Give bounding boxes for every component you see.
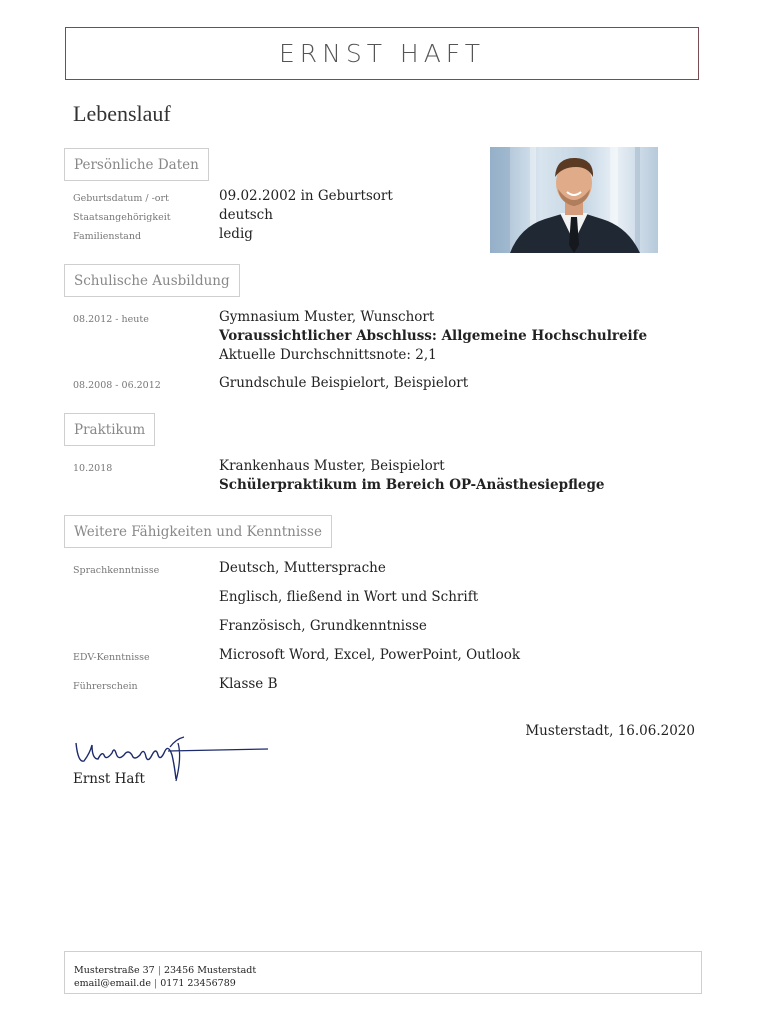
name-header xyxy=(65,27,699,80)
school-1-grade: Aktuelle Durchschnittsnote: 2,1 xyxy=(219,347,437,363)
person-illustration xyxy=(490,147,658,253)
languages-label: Sprachkenntnisse xyxy=(73,565,160,576)
school-period-1: 08.2012 - heute xyxy=(73,314,149,325)
drivers-license-value: Klasse B xyxy=(219,676,278,692)
section-internship: Praktikum xyxy=(64,413,155,446)
section-personal-data: Persönliche Daten xyxy=(64,148,209,181)
it-skills-value: Microsoft Word, Excel, PowerPoint, Outlook xyxy=(219,647,521,663)
city: 23456 Musterstadt xyxy=(163,965,257,976)
internship-period: 10.2018 xyxy=(73,463,113,474)
applicant-name: ERNST HAFT xyxy=(278,39,486,68)
language-item: Englisch, fließend in Wort und Schrift xyxy=(219,589,479,605)
place-and-date: Musterstadt, 16.06.2020 xyxy=(525,723,695,739)
birth-value: 09.02.2002 in Geburtsort xyxy=(219,188,393,204)
phone: 0171 23456789 xyxy=(160,978,236,989)
internship-place: Krankenhaus Muster, Beispielort xyxy=(219,458,445,474)
profile-photo xyxy=(490,147,658,253)
school-period-2: 08.2008 - 06.2012 xyxy=(73,380,161,391)
marital-status-label: Familienstand xyxy=(73,231,142,242)
contact-footer xyxy=(64,951,702,994)
drivers-license-label: Führerschein xyxy=(73,681,138,692)
marital-status-value: ledig xyxy=(219,226,253,242)
school-1-degree: Voraussichtlicher Abschluss: Allgemeine Hochschulreife xyxy=(219,328,648,344)
street: Musterstraße 37 xyxy=(74,965,155,976)
birth-label: Geburtsdatum / -ort xyxy=(73,193,169,204)
email: email@email.de xyxy=(74,978,151,989)
contact-line xyxy=(74,977,692,990)
signature-name: Ernst Haft xyxy=(73,771,145,787)
internship-description: Schülerpraktikum im Bereich OP-Anästhesiepflege xyxy=(219,477,605,493)
language-item: Deutsch, Muttersprache xyxy=(219,560,386,576)
nationality-value: deutsch xyxy=(219,207,273,223)
section-skills: Weitere Fähigkeiten und Kenntnisse xyxy=(64,515,332,548)
language-item: Französisch, Grundkenntnisse xyxy=(219,618,427,634)
school-2-name: Grundschule Beispielort, Beispielort xyxy=(219,375,469,391)
it-skills-label: EDV-Kenntnisse xyxy=(73,652,150,663)
separator: | xyxy=(157,965,164,976)
nationality-label: Staatsangehörigkeit xyxy=(73,212,171,223)
separator: | xyxy=(154,978,161,989)
section-school-education: Schulische Ausbildung xyxy=(64,264,240,297)
address-line xyxy=(74,964,692,977)
school-1-name: Gymnasium Muster, Wunschort xyxy=(219,309,435,325)
document-title: Lebenslauf xyxy=(73,101,171,126)
